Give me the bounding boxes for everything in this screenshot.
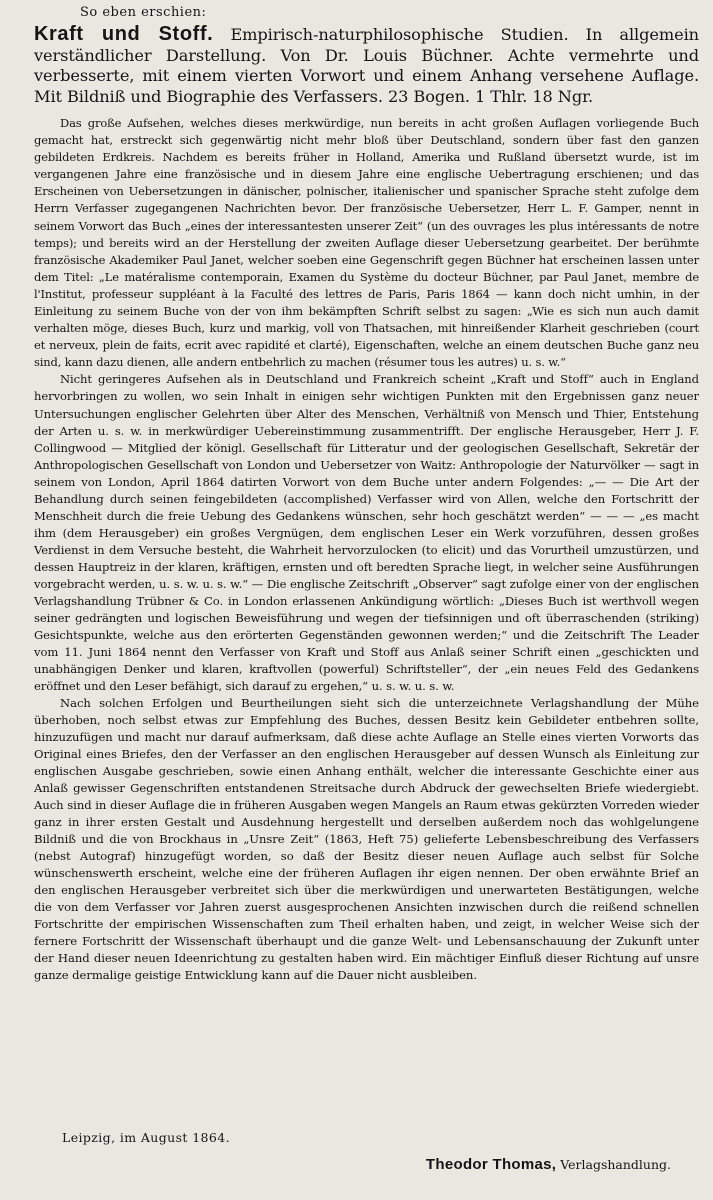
closing-block (34, 1126, 699, 1186)
book-description: Empirisch-naturphilosophische Studien. In allgemein verständlicher Darstellung. Von Dr. Louis Büchner. Achte vermehrte und verbesserte, mit einem vierten Vorwort und einem Anhang versehene Auflage. Mit Bildniß und Biographie des Verfassers. 23 Bogen. 1 Thlr. 18 Ngr. (34, 25, 699, 106)
publisher-signature (426, 1156, 671, 1173)
book-headline (34, 24, 699, 107)
publisher-role: Verlagshandlung. (560, 1157, 671, 1172)
paragraph-england: Nicht geringeres Aufsehen als in Deutschland und Frankreich scheint „Kraft und Stoff“ auch in England hervorbringen zu wollen, wo sein Inhalt in einigen sehr wichtigen Punkten mit den Ergebnissen ganz neuer Untersuchungen englischer Gelehrten über Alter des Menschen, Verhältniß von Mensch und Thier, Entstehung der Arten u. s. w. in merkwürdiger Uebereinstimmung zusammentrifft. Der englische Herausgeber, Herr J. F. Collingwood — Mitglied der königl. Gesellschaft für Litteratur und der geologischen Gesellschaft, Sekretär der Anthropologischen Gesellschaft von London und Uebersetzer von Waitz: Anthropologie der Naturvölker — sagt in seinem von London, April 1864 datirten Vorwort von dem Buche unter andern Folgendes: „— — Die Art der Behandlung durch seinen feingebildeten (accomplished) Verfasser wird von Allen, welche den Fortschritt der Menschheit durch die freie Uebung des Gedankens wünschen, sehr hoch geschätzt werden“ — — — „es macht ihm (dem Herausgeber) ein großes Vergnügen, dem englischen Leser ein Werk vorzuführen, dessen großes Verdienst in dem Versuche besteht, die Wahrheit hervorzulocken (to elicit) und das Vorurtheil umzustürzen, und dessen Hauptreiz in der klaren, kräftigen, ernsten und oft beredten Sprache liegt, in welcher seine Ausführungen vorgebracht werden, u. s. w. u. s. w.“ — Die englische Zeitschrift „Observer“ sagt zufolge einer von der englischen Verlagshandlung Trübner & Co. in London erlassenen Ankündigung wörtlich: „Dieses Buch ist werthvoll wegen seiner gedrängten und logischen Beweisführung und wegen der tiefsinnigen und oft überraschenden (striking) Gesichtspunkte, welche aus den erörterten Gegenständen gewonnen werden;“ und die Zeitschrift The Leader vom 11. Juni 1864 nennt den Verfasser von Kraft und Stoff aus Anlaß seiner Schrift einen „geschickten und unabhängigen Denker und klaren, kraftvollen (powerful) Schriftsteller“, der „ein neues Feld des Gedankens eröffnet und den Leser befähigt, sich darauf zu ergehen,“ u. s. w. u. s. w. (34, 372, 699, 694)
paragraph-reception: Das große Aufsehen, welches dieses merkwürdige, nun bereits in acht großen Auflagen vorliegende Buch gemacht hat, erstreckt sich gegenwärtig nicht mehr bloß über Deutschland, sondern über fast den ganzen gebildeten Erdkreis. Nachdem es bereits früher in Holland, Amerika und Rußland übersetzt wurde, ist im vergangenen Jahre eine französische und in diesem Jahre eine englische Uebertragung erschienen; und das Erscheinen von Uebersetzungen in dänischer, polnischer, italienischer und spanischer Sprache steht zufolge dem Herrn Verfasser zugegangenen Nachrichten bevor. Der französische Uebersetzer, Herr L. F. Gamper, nennt in seinem Vorwort das Buch „eines der interessantesten unserer Zeit“ (un des ouvrages les plus intéressants de notre temps); und bereits wird an der Herstellung der zweiten Auflage dieser Uebersetzung gearbeitet. Der berühmte französische Akademiker Paul Janet, welcher soeben eine Gegenschrift gegen Büchner hat erscheinen lassen unter dem Titel: „Le matéralisme contemporain, Examen du Système du docteur Büchner, par Paul Janet, membre de l'Institut, professeur suppléant à la Faculté des lettres de Paris, Paris 1864 — kann doch nicht umhin, in der Einleitung zu seinem Buche von der von ihm bekämpften Schrift selbst zu sagen: „Wie es sich nun auch damit verhalten möge, dieses Buch, kurz und markig, voll von Thatsachen, mit hinreißender Klarheit geschrieben (court et nerveux, plein de faits, ecrit avec rapidité et clarté), Eigenschaften, welche an einem deutschen Buche ganz neu sind, kann dazu dienen, alle andern entbehrlich zu machen (résumer tous les autres) u. s. w.“ (34, 116, 699, 370)
publisher-name: Theodor Thomas, (425, 1156, 557, 1173)
place-date: Leipzig, im August 1864. (62, 1130, 230, 1145)
intro-line: So eben erschien: (80, 5, 207, 20)
paragraph-publisher-note: Nach solchen Erfolgen und Beurtheilungen sieht sich die unterzeichnete Verlagshandlung der Mühe überhoben, noch selbst etwas zur Empfehlung des Buches, dessen Besitz kein Gebildeter entbehren sollte, hinzuzufügen und macht nur darauf aufmerksam, daß diese achte Auflage an Stelle eines vierten Vorworts das Original eines Briefes, den der Verfasser an den englischen Herausgeber auf dessen Wunsch als Einleitung zur englischen Ausgabe geschrieben, sowie einen Anhang enthält, welcher die interessante Geschichte einer aus Anlaß gewisser Gegenschriften entstandenen Streitsache durch Abdruck der gewechselten Briefe wiedergiebt. Auch sind in dieser Auflage die in früheren Ausgaben wegen Mangels an Raum etwas gekürzten Vorreden wieder ganz in ihrer ersten Gestalt und Ausdehnung hergestellt und derselben außerdem noch das wohlgelungene Bildniß und die von Brockhaus in „Unsre Zeit“ (1863, Heft 75) gelieferte Lebensbeschreibung des Verfassers (nebst Autograf) hinzugefügt worden, so daß der Besitz dieser neuen Auflage auch selbst für Solche wünschenswerth erscheint, welche eine der früheren Auflagen ihr eigen nennen. Der oben erwähnte Brief an den englischen Herausgeber verbreitet sich über die merkwürdigen und unerwarteten Bestätigungen, welche die von dem Verfasser vor Jahren zuerst ausgesprochenen Ansichten inzwischen durch die reißend schnellen Fortschritte der empirischen Wissenschaften zum Theil erhalten haben, und zeigt, in welcher Weise sich der fernere Fortschritt der Wissenschaft überhaupt und die ganze Welt- und Lebensanschauung der Zukunft unter der Hand dieser neuen Ideenrichtung zu gestalten haben wird. Ein mächtiger Einfluß dieser Richtung auf unsre ganze dermalige geistige Entwicklung kann auf die Dauer nicht ausbleiben. (34, 696, 699, 983)
book-title: Kraft und Stoff. (34, 23, 214, 45)
